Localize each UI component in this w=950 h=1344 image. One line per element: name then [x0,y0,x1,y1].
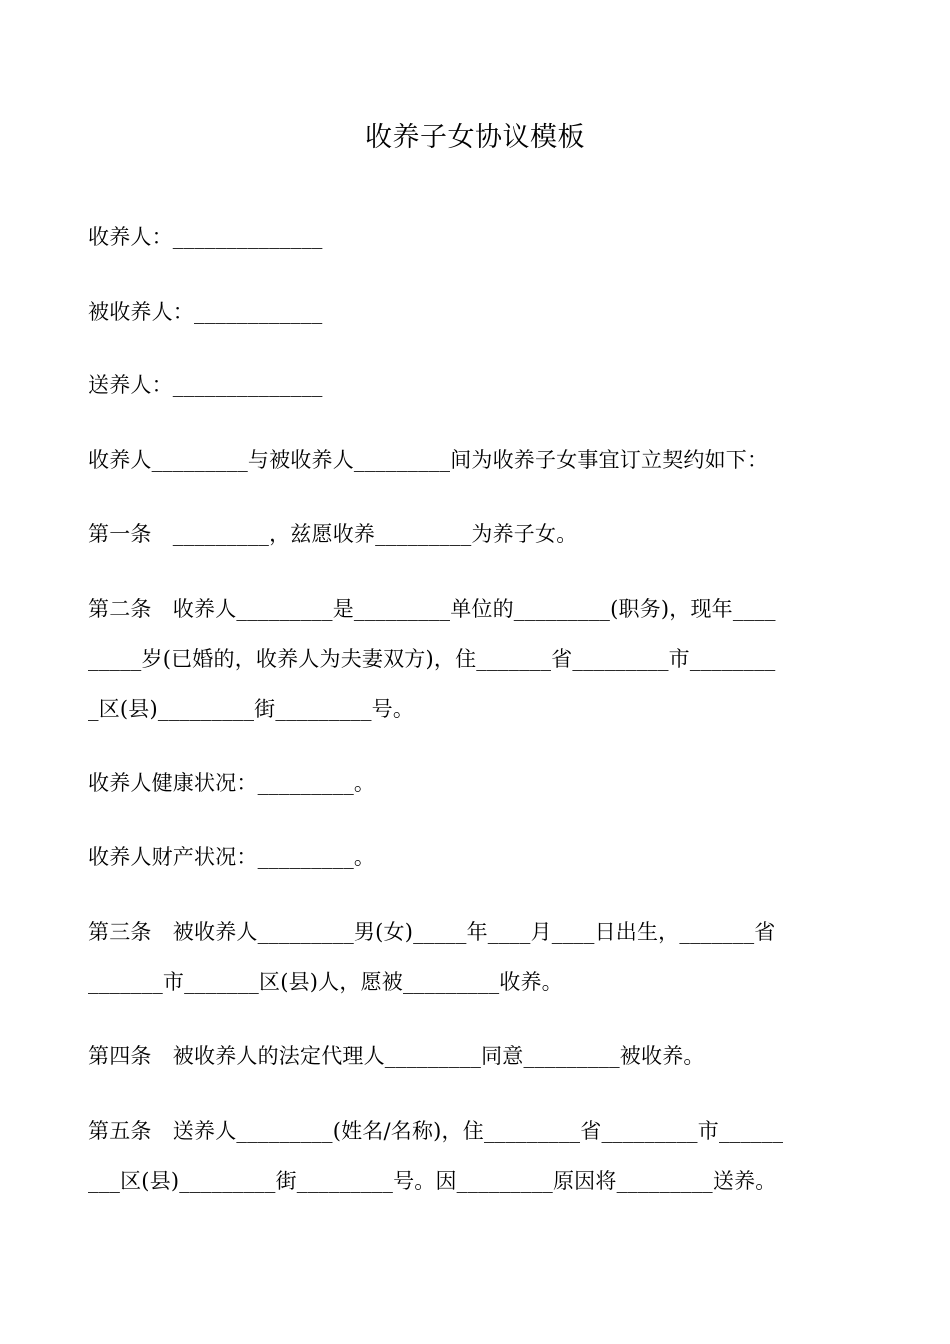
article-3-line-1: 第三条 被收养人_________男(女)_____年____月____日出生，_______省 [88,920,776,944]
article-5-line-2: ___区(县)_________街_________号。因_________原因将_________送养。 [88,1169,777,1193]
article-5-line-1: 第五条 送养人_________(姓名/名称)，住_________省_________市______ [88,1119,784,1143]
article-4-line: 第四条 被收养人的法定代理人_________同意_________被收养。 [88,1044,705,1068]
adopter-property-line: 收养人财产状况：_________。 [88,845,376,869]
article-2-line-1: 第二条 收养人_________是_________单位的_________(职务)，现年____ [88,597,776,621]
article-2-line-2: _____岁(已婚的，收养人为夫妻双方)，住_______省_________市________ [88,647,776,671]
document-title: 收养子女协议模板 [365,122,585,153]
article-2-line-3: _区(县)_________街_________号。 [88,697,415,721]
adoptee-line: 被收养人：____________ [88,300,323,324]
preamble-line: 收养人_________与被收养人_________间为收养子女事宜订立契约如下： [88,448,769,472]
article-3-line-2: _______市_______区(县)人，愿被_________收养。 [88,970,563,994]
article-1-line: 第一条 _________，兹愿收养_________为养子女。 [88,522,578,546]
placing-party-line: 送养人：______________ [88,373,323,397]
adopter-line: 收养人：______________ [88,225,323,249]
adopter-health-line: 收养人健康状况：_________。 [88,771,376,795]
